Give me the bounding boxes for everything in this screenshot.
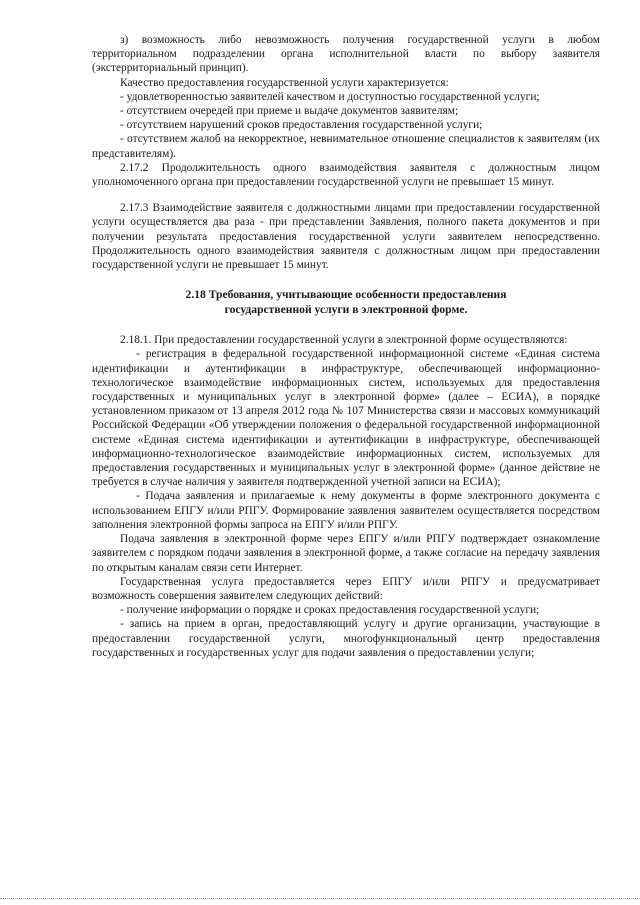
paragraph-2-18-1: 2.18.1. При предоставлении государственной услуги в электронной форме осуществляются:: [120, 334, 568, 347]
page-bottom-edge: [0, 898, 640, 899]
list-item-appointment: - запись на прием в орган, предоставляющий услугу и другие организации, участвующие в предоставлении государственной услуги, многофункциональный центр предоставления государственных и государственных услуг для подачи заявления о предоставлении услуги;: [92, 618, 600, 659]
list-item-satisfaction: - удовлетворенностью заявителей качеством и доступностью государственной услуги;: [120, 90, 540, 103]
paragraph-available-actions: Государственная услуга предоставляется через ЕПГУ и/или РПГУ и предусматривает возможность совершения заявителем следующих действий:: [92, 575, 600, 602]
paragraph-2-17-3: 2.17.3 Взаимодействие заявителя с должностными лицами при предоставлении государственной услуги осуществляется два раза - при представлении Заявления, полного пакета документов и при получении результата предоставления государственной услуги заявителем непосредственно. Продолжительность одного взаимодействия заявителя с должностным лицом при предоставлении государственной услуги не превышает 15 минут.: [92, 202, 600, 272]
document-text: [92, 33, 600, 660]
list-item-get-information: - получение информации о порядке и сроках предоставления государственной услуги;: [120, 604, 540, 617]
list-item-no-complaints: - отсутствием жалоб на некорректное, невнимательное отношение специалистов к заявителям (их представителям).: [92, 133, 600, 160]
section-heading-line2: государственной услуги в электронной форме.: [224, 302, 468, 316]
section-heading: [92, 288, 600, 317]
paragraph-extraterritorial: з) возможность либо невозможность получения государственной услуги в любом территориальном подразделении органа исполнительной власти по выбору заявителя (экстерриториальный принцип).: [92, 34, 600, 75]
paragraph-2-17-2: 2.17.2 Продолжительность одного взаимодействия заявителя с должностным лицом уполномоченного органа при предоставлении государственной услуги не превышает 15 минут.: [92, 161, 600, 189]
list-item-application-submission: - Подача заявления и прилагаемые к нему документы в форме электронного документа с использованием ЕПГУ и/или РПГУ. Формирование заявления заявителем осуществляется посредством заполнения электронной формы запроса на ЕПГУ и/или РПГУ.: [92, 490, 600, 531]
list-item-no-deadline-violations: - отсутствием нарушений сроков предоставления государственной услуги;: [120, 119, 483, 132]
section-heading-line1: 2.18 Требования, учитывающие особенности предоставления: [185, 288, 507, 302]
paragraph-electronic-consent: Подача заявления в электронной форме через ЕПГУ и/или РПГУ подтверждает ознакомление заявителем с порядком подачи заявления в электронной форме, а также согласие на передачу заявления по открытым каналам связи сети Интернет.: [92, 533, 600, 574]
list-item-no-queues: - отсутствием очередей при приеме и выдаче документов заявителям;: [120, 105, 459, 118]
list-item-esia-registration: - регистрация в федеральной государственной информационной системе «Единая система идентификации и аутентификации в инфраструктуре, обеспечивающей информационно-технологическое взаимодействие информационных систем, используемых для предоставления государственных и муниципальных услуг в электронной форме» (далее – ЕСИА), в порядке установленном приказом от 13 апреля 2012 года № 107 Министерства связи и массовых коммуникаций Российской Федерации «Об утверждении положения о федеральной государственной информационной системе «Единая система идентификации и аутентификации в инфраструктуре, обеспечивающей информационно-технологическое взаимодействие информационных систем, используемых для предоставления государственных и муниципальных услуг в электронной форме» (данное действие не требуется в случае наличия у заявителя подтвержденной учетной записи на ЕСИА);: [92, 348, 600, 489]
paragraph-quality-intro: Качество предоставления государственной услуги характеризуется:: [120, 76, 449, 89]
